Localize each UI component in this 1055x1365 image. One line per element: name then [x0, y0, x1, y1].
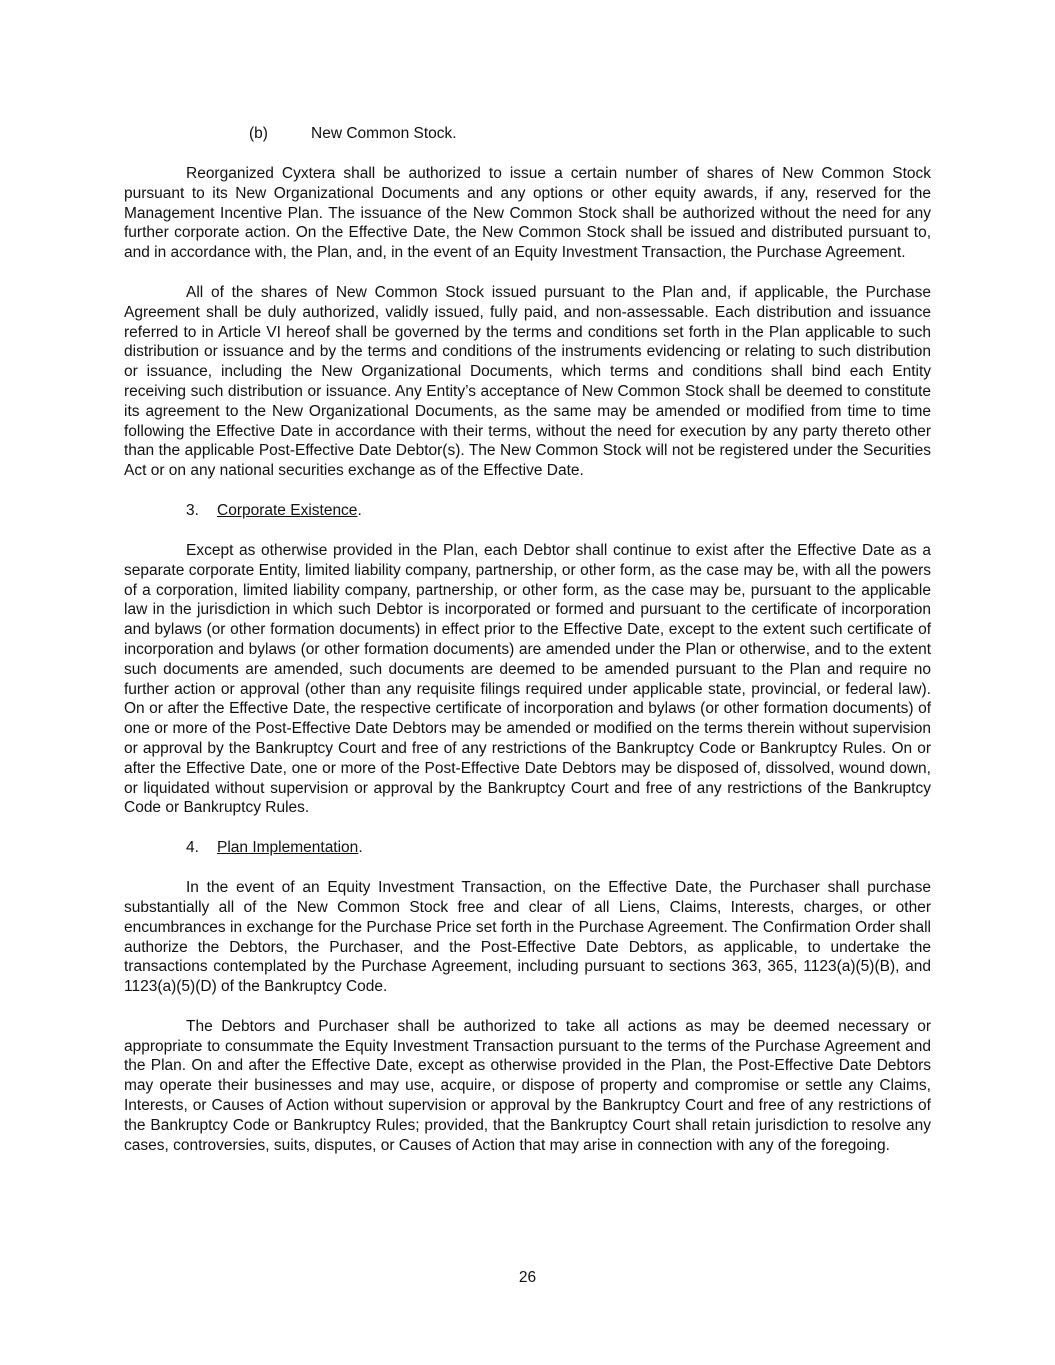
subsection-heading — [124, 124, 931, 144]
page-content — [124, 124, 931, 1175]
section-heading-corporate-existence — [124, 501, 931, 521]
section-number: 4. — [186, 839, 199, 857]
subsection-title: New Common Stock. — [311, 125, 457, 142]
section-heading-plan-implementation — [124, 838, 931, 858]
paragraph: Reorganized Cyxtera shall be authorized to issue a certain number of shares of New Common Stock pursuant to its New Organizational Documents and any options or other equity awards, if any, reserved for the Management Incentive Plan. The issuance of the New Common Stock shall be authorized without the need for any further corporate action. On the Effective Date, the New Common Stock shall be issued and distributed pursuant to, and in accordance with, the Plan, and, in the event of an Equity Investment Transaction, the Purchase Agreement. — [124, 165, 931, 262]
page-number: 26 — [518, 1269, 537, 1286]
subsection-label: (b) — [249, 125, 268, 142]
paragraph: The Debtors and Purchaser shall be authorized to take all actions as may be deemed necessary or appropriate to consummate the Equity Investment Transaction pursuant to the terms of the Purchase Agreement and the Plan. On and after the Effective Date, except as otherwise provided in the Plan, the Post-Effective Date Debtors may operate their businesses and may use, acquire, or dispose of property and compromise or settle any Claims, Interests, or Causes of Action without supervision or approval by the Bankruptcy Court and free of any restrictions of the Bankruptcy Code or Bankruptcy Rules; provided, that the Bankruptcy Court shall retain jurisdiction to resolve any cases, controversies, suits, disputes, or Causes of Action that may arise in connection with any of the foregoing. — [124, 1017, 931, 1154]
paragraph: Except as otherwise provided in the Plan, each Debtor shall continue to exist after the Effective Date as a separate corporate Entity, limited liability company, partnership, or other form, as the case may be, with all the powers of a corporation, limited liability company, partnership, or other form, as the case may be, pursuant to the applicable law in the jurisdiction in which such Debtor is incorporated or formed and pursuant to the certificate of incorporation and bylaws (or other formation documents) in effect prior to the Effective Date, except to the extent such certificate of incorporation and bylaws (or other formation documents) are amended under the Plan or otherwise, and to the extent such documents are amended, such documents are deemed to be amended pursuant to the Plan and require no further action or approval (other than any requisite filings required under applicable state, provincial, or federal law). On or after the Effective Date, the respective certificate of incorporation and bylaws (or other formation documents) of one or more of the Post-Effective Date Debtors may be amended or modified on the terms therein without supervision or approval by the Bankruptcy Court and free of any restrictions of the Bankruptcy Code or Bankruptcy Rules. On or after the Effective Date, one or more of the Post-Effective Date Debtors may be disposed of, dissolved, wound down, or liquidated without supervision or approval by the Bankruptcy Court and free of any restrictions of the Bankruptcy Code or Bankruptcy Rules. — [124, 541, 931, 817]
paragraph: All of the shares of New Common Stock issued pursuant to the Plan and, if applicable, the Purchase Agreement shall be duly authorized, validly issued, fully paid, and non-assessable. Each distribution and issuance referred to in Article VI hereof shall be governed by the terms and conditions set forth in the Plan applicable to such distribution or issuance and by the terms and conditions of the instruments evidencing or relating to such distribution or issuance, including the New Organizational Documents, which terms and conditions shall bind each Entity receiving such distribution or issuance. Any Entity’s acceptance of New Common Stock shall be deemed to constitute its agreement to the New Organizational Documents, as the same may be amended or modified from time to time following the Effective Date in accordance with their terms, without the need for execution by any party thereto other than the applicable Post-Effective Date Debtor(s). The New Common Stock will not be registered under the Securities Act or on any national securities exchange as of the Effective Date. — [124, 283, 931, 480]
section-title: Plan Implementation — [217, 839, 359, 857]
section-number: 3. — [186, 501, 199, 519]
paragraph: In the event of an Equity Investment Transaction, on the Effective Date, the Purchaser shall purchase substantially all of the New Common Stock free and clear of all Liens, Claims, Interests, charges, or other encumbrances in exchange for the Purchase Price set forth in the Purchase Agreement. The Confirmation Order shall authorize the Debtors, the Purchaser, and the Post-Effective Date Debtors, as applicable, to undertake the transactions contemplated by the Purchase Agreement, including pursuant to sections 363, 365, 1123(a)(5)(B), and 1123(a)(5)(D) of the Bankruptcy Code. — [124, 879, 931, 996]
section-title-period: . — [358, 839, 363, 857]
section-title-period: . — [357, 501, 362, 519]
section-title: Corporate Existence — [217, 501, 358, 519]
